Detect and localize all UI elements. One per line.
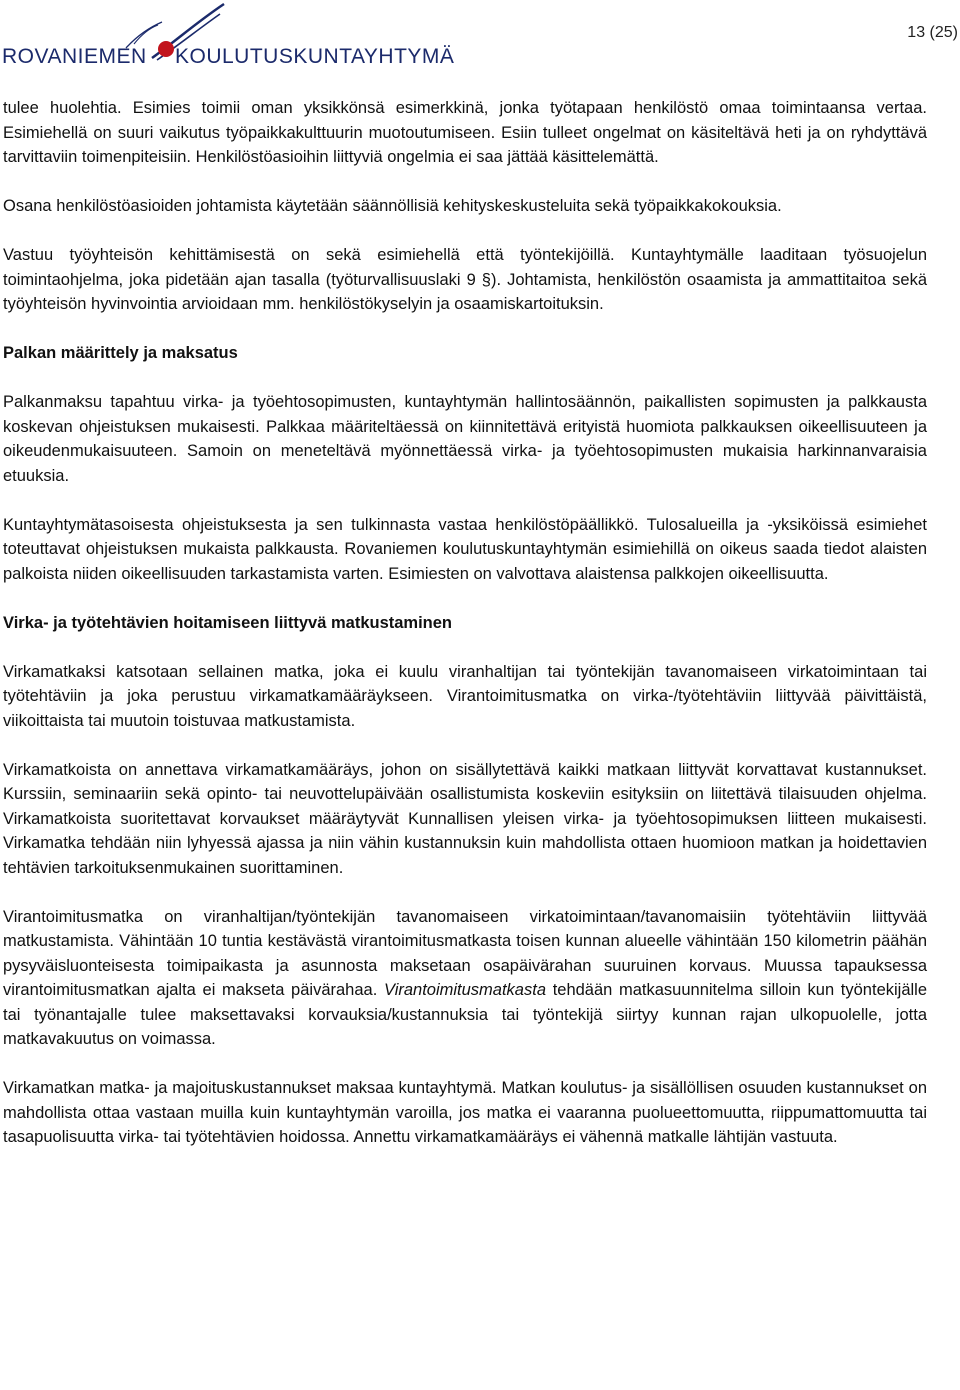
document-body [3,96,927,1150]
paragraph: tulee huolehtia. Esimies toimii oman yksikkönsä esimerkkinä, jonka työtapaan henkilöstö omaa toimintaansa vertaa. Esimiehellä on suuri vaikutus työpaikkakulttuurin muotoutumiseen. Esiin tulleet ongelmat on käsiteltävä heti ja on ryhdyttävä tarvittaviin toimenpiteisiin. Henkilöstöasioihin liittyviä ongelmia ei saa jättää käsittelemättä. [3,99,927,166]
paragraph: Virkamatkoista on annettava virkamatkamääräys, johon on sisällytettävä kaikki matkaan liittyvät korvattavat kustannukset. Kurssiin, seminaariin sekä opinto- tai neuvottelupäivään osallistumista koskeviin esityksiin on liitettävä tilaisuuden ohjelma. Virkamatkoista suoritettavat korvaukset määräytyvät Kunnallisen yleisen virka- ja työehtosopimuksen liitteen mukaisesti. Virkamatka tehdään niin lyhyessä ajassa ja niin vähin kustannuksin kuin mahdollista ottaen huomioon matkan ja hoidettavien tehtävien tarkoituksenmukainen suorittaminen. [3,760,927,877]
organization-logo-graphic [2,0,455,80]
page-header [0,0,960,80]
paragraph: Osana henkilöstöasioiden johtamista käytetään säännöllisiä kehityskeskusteluita sekä työpaikkakokouksia. [3,197,782,215]
logo-text-2: KOULUTUSKUNTAYHTYMÄ [175,45,455,68]
paragraph-text: tehdään matkasuunnitelma silloin kun työntekijälle tai työnantajalle tulee maksettavaksi korvauksia/kustannuksia tai työntekijä siirtyy kunnan rajan ulkopuolelle, jotta matkavakuutus on voimassa. [3,981,928,1048]
section-heading: Palkan määrittely ja maksatus [3,344,238,362]
paragraph: Virkamatkan matka- ja majoituskustannukset maksaa kuntayhtymä. Matkan koulutus- ja sisällöllisen osuuden kustannukset on mahdollista ottaa vastaan muilla kuin kuntayhtymän varoilla, jos matka ei vaaranna puolueettomuutta, riippumattomuutta tai tasapuolisuutta virka- tai työtehtävien hoidossa. Annettu virkamatkamääräys ei vähennä matkalle lähtijän vastuuta. [3,1079,927,1146]
emphasized-term: Virantoimitusmatkasta [383,981,546,999]
organization-logo [2,0,455,80]
paragraph: Virkamatkaksi katsotaan sellainen matka, joka ei kuulu viranhaltijan tai työntekijän tavanomaiseen virkatoimintaan tai työtehtäviin ja joka perustuu virkamatkamääräykseen. Virantoimitusmatka on virka-/työtehtäviin liittyvää päivittäistä, viikoittaista tai muutoin toistuvaa matkustamista. [3,662,927,730]
paragraph: Kuntayhtymätasoisesta ohjeistuksesta ja sen tulkinnasta vastaa henkilöstöpäällikkö. Tulosalueilla ja -yksiköissä esimiehet toteuttavat ohjeistuksen mukaista palkkausta. Rovaniemen koulutuskuntayhtymän esimiehillä on oikeus saada tiedot alaisten palkoista niiden oikeellisuuden tarkastamista varten. Esimiesten on valvottava alaistensa palkkojen oikeellisuutta. [3,515,927,583]
logo-text-1: ROVANIEMEN [2,45,147,68]
paragraph: Palkanmaksu tapahtuu virka- ja työehtosopimusten, kuntayhtymän hallintosäännön, paikallisten sopimusten ja palkkausta koskevan ohjeistuksen mukaisesti. Palkkaa määriteltäessä on kiinnitettävä erityistä huomiota palkkauksen oikeellisuuteen ja oikeudenmukaisuuteen. Samoin on meneteltävä myönnettäessä virka- ja työehtosopimusten mukaisia harkinnanvaraisia etuuksia. [3,393,927,485]
paragraph: Vastuu työyhteisön kehittämisestä on sekä esimiehellä että työntekijöillä. Kuntayhtymälle laaditaan työsuojelun toimintaohjelma, joka pidetään ajan tasalla (työturvallisuuslaki 9 §). Johtamista, henkilöstön osaamista ja ammattitaitoa sekä työyhteisön hyvinvointia arvioidaan mm. henkilöstökyselyin ja osaamiskartoituksin. [3,246,927,313]
paragraph-text: Virantoimitusmatka on viranhaltijan/työntekijän tavanomaiseen virkatoimintaan/tavanomaisiin työtehtäviin liittyvää matkustamista. Vähintään 10 tuntia kestävästä virantoimitusmatkasta toisen kunnan alueelle vähintään 150 kilometrin päähän pysyväisluonteisesta toimipaikasta ja asunnosta maksetaan osapäivärahan suuruinen korvaus. Muussa tapauksessa virantoimitusmatkan ajalta ei makseta päivärahaa. [3,907,927,999]
section-heading: Virka- ja työtehtävien hoitamiseen liittyvä matkustaminen [3,613,453,632]
paragraph [3,905,927,1052]
page-number: 13 (25) [907,24,958,41]
